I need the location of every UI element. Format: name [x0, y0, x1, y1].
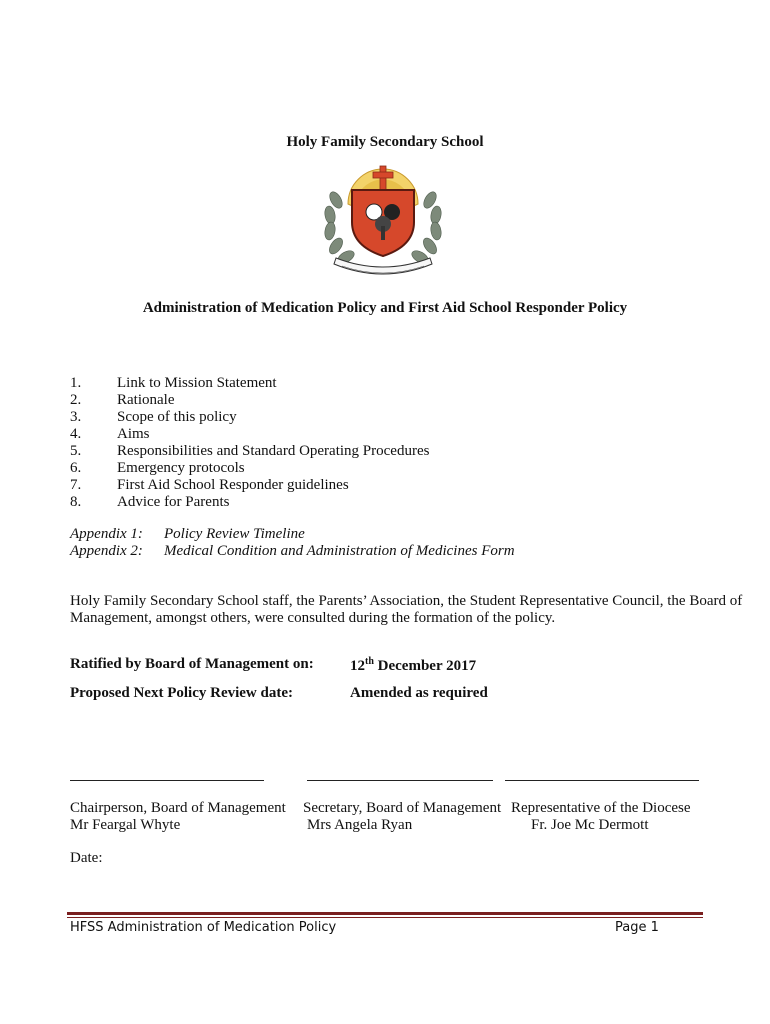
toc-number: 4. — [70, 426, 82, 442]
toc-label: Emergency protocols — [117, 460, 245, 476]
toc-number: 7. — [70, 477, 82, 493]
toc-label: Scope of this policy — [117, 409, 237, 425]
ratified-day: 12 — [350, 658, 365, 674]
signatory-chairperson — [70, 800, 286, 834]
footer-rule — [67, 912, 703, 915]
appendix-title: Medical Condition and Administration of Medicines Form — [164, 543, 515, 559]
signatory-name: Fr. Joe Mc Dermott — [531, 817, 649, 833]
ratified-month-year: December 2017 — [373, 658, 477, 674]
toc-label: First Aid School Responder guidelines — [117, 477, 349, 493]
footer-title: HFSS Administration of Medication Policy — [70, 920, 337, 935]
policy-title: Administration of Medication Policy and First Aid School Responder Policy — [142, 300, 628, 316]
school-title: Holy Family Secondary School — [286, 134, 484, 150]
signatory-role: Representative of the Diocese — [511, 800, 691, 816]
page-number: Page 1 — [615, 920, 659, 935]
toc-label: Responsibilities and Standard Operating Procedures — [117, 443, 430, 459]
signatory-role: Chairperson, Board of Management — [70, 800, 286, 816]
toc-label: Advice for Parents — [117, 494, 230, 510]
ratified-date — [350, 656, 476, 675]
signature-line-chairperson — [70, 780, 264, 782]
school-crest-logo — [318, 160, 448, 282]
toc-number: 1. — [70, 375, 82, 391]
toc-number: 3. — [70, 409, 82, 425]
footer-rule-thin — [67, 917, 703, 918]
signature-line-secretary — [307, 780, 493, 782]
ratified-label: Ratified by Board of Management on: — [70, 656, 314, 672]
ratified-day-suffix: th — [365, 656, 374, 667]
signature-line-diocese — [505, 780, 699, 782]
toc-number: 2. — [70, 392, 82, 408]
toc-number: 5. — [70, 443, 82, 459]
consultation-paragraph: Holy Family Secondary School staff, the Parents’ Association, the Student Representative Council, the Board of Management, amongst others, were consulted during the formation of the policy. — [70, 593, 743, 626]
appendix-title: Policy Review Timeline — [164, 526, 305, 542]
toc-label: Link to Mission Statement — [117, 375, 277, 391]
signatory-role: Secretary, Board of Management — [303, 800, 502, 816]
review-value: Amended as required — [350, 685, 488, 701]
signatory-secretary — [303, 800, 501, 834]
signatory-diocese — [511, 800, 691, 834]
signatory-name: Mrs Angela Ryan — [307, 817, 413, 833]
date-label: Date: — [70, 850, 103, 866]
toc-number: 6. — [70, 460, 82, 476]
toc-number: 8. — [70, 494, 82, 510]
appendix-label: Appendix 2: — [70, 543, 143, 559]
signatory-name: Mr Feargal Whyte — [70, 817, 181, 833]
toc-label: Aims — [117, 426, 150, 442]
review-label: Proposed Next Policy Review date: — [70, 685, 294, 701]
appendix-label: Appendix 1: — [70, 526, 143, 542]
toc-label: Rationale — [117, 392, 175, 408]
